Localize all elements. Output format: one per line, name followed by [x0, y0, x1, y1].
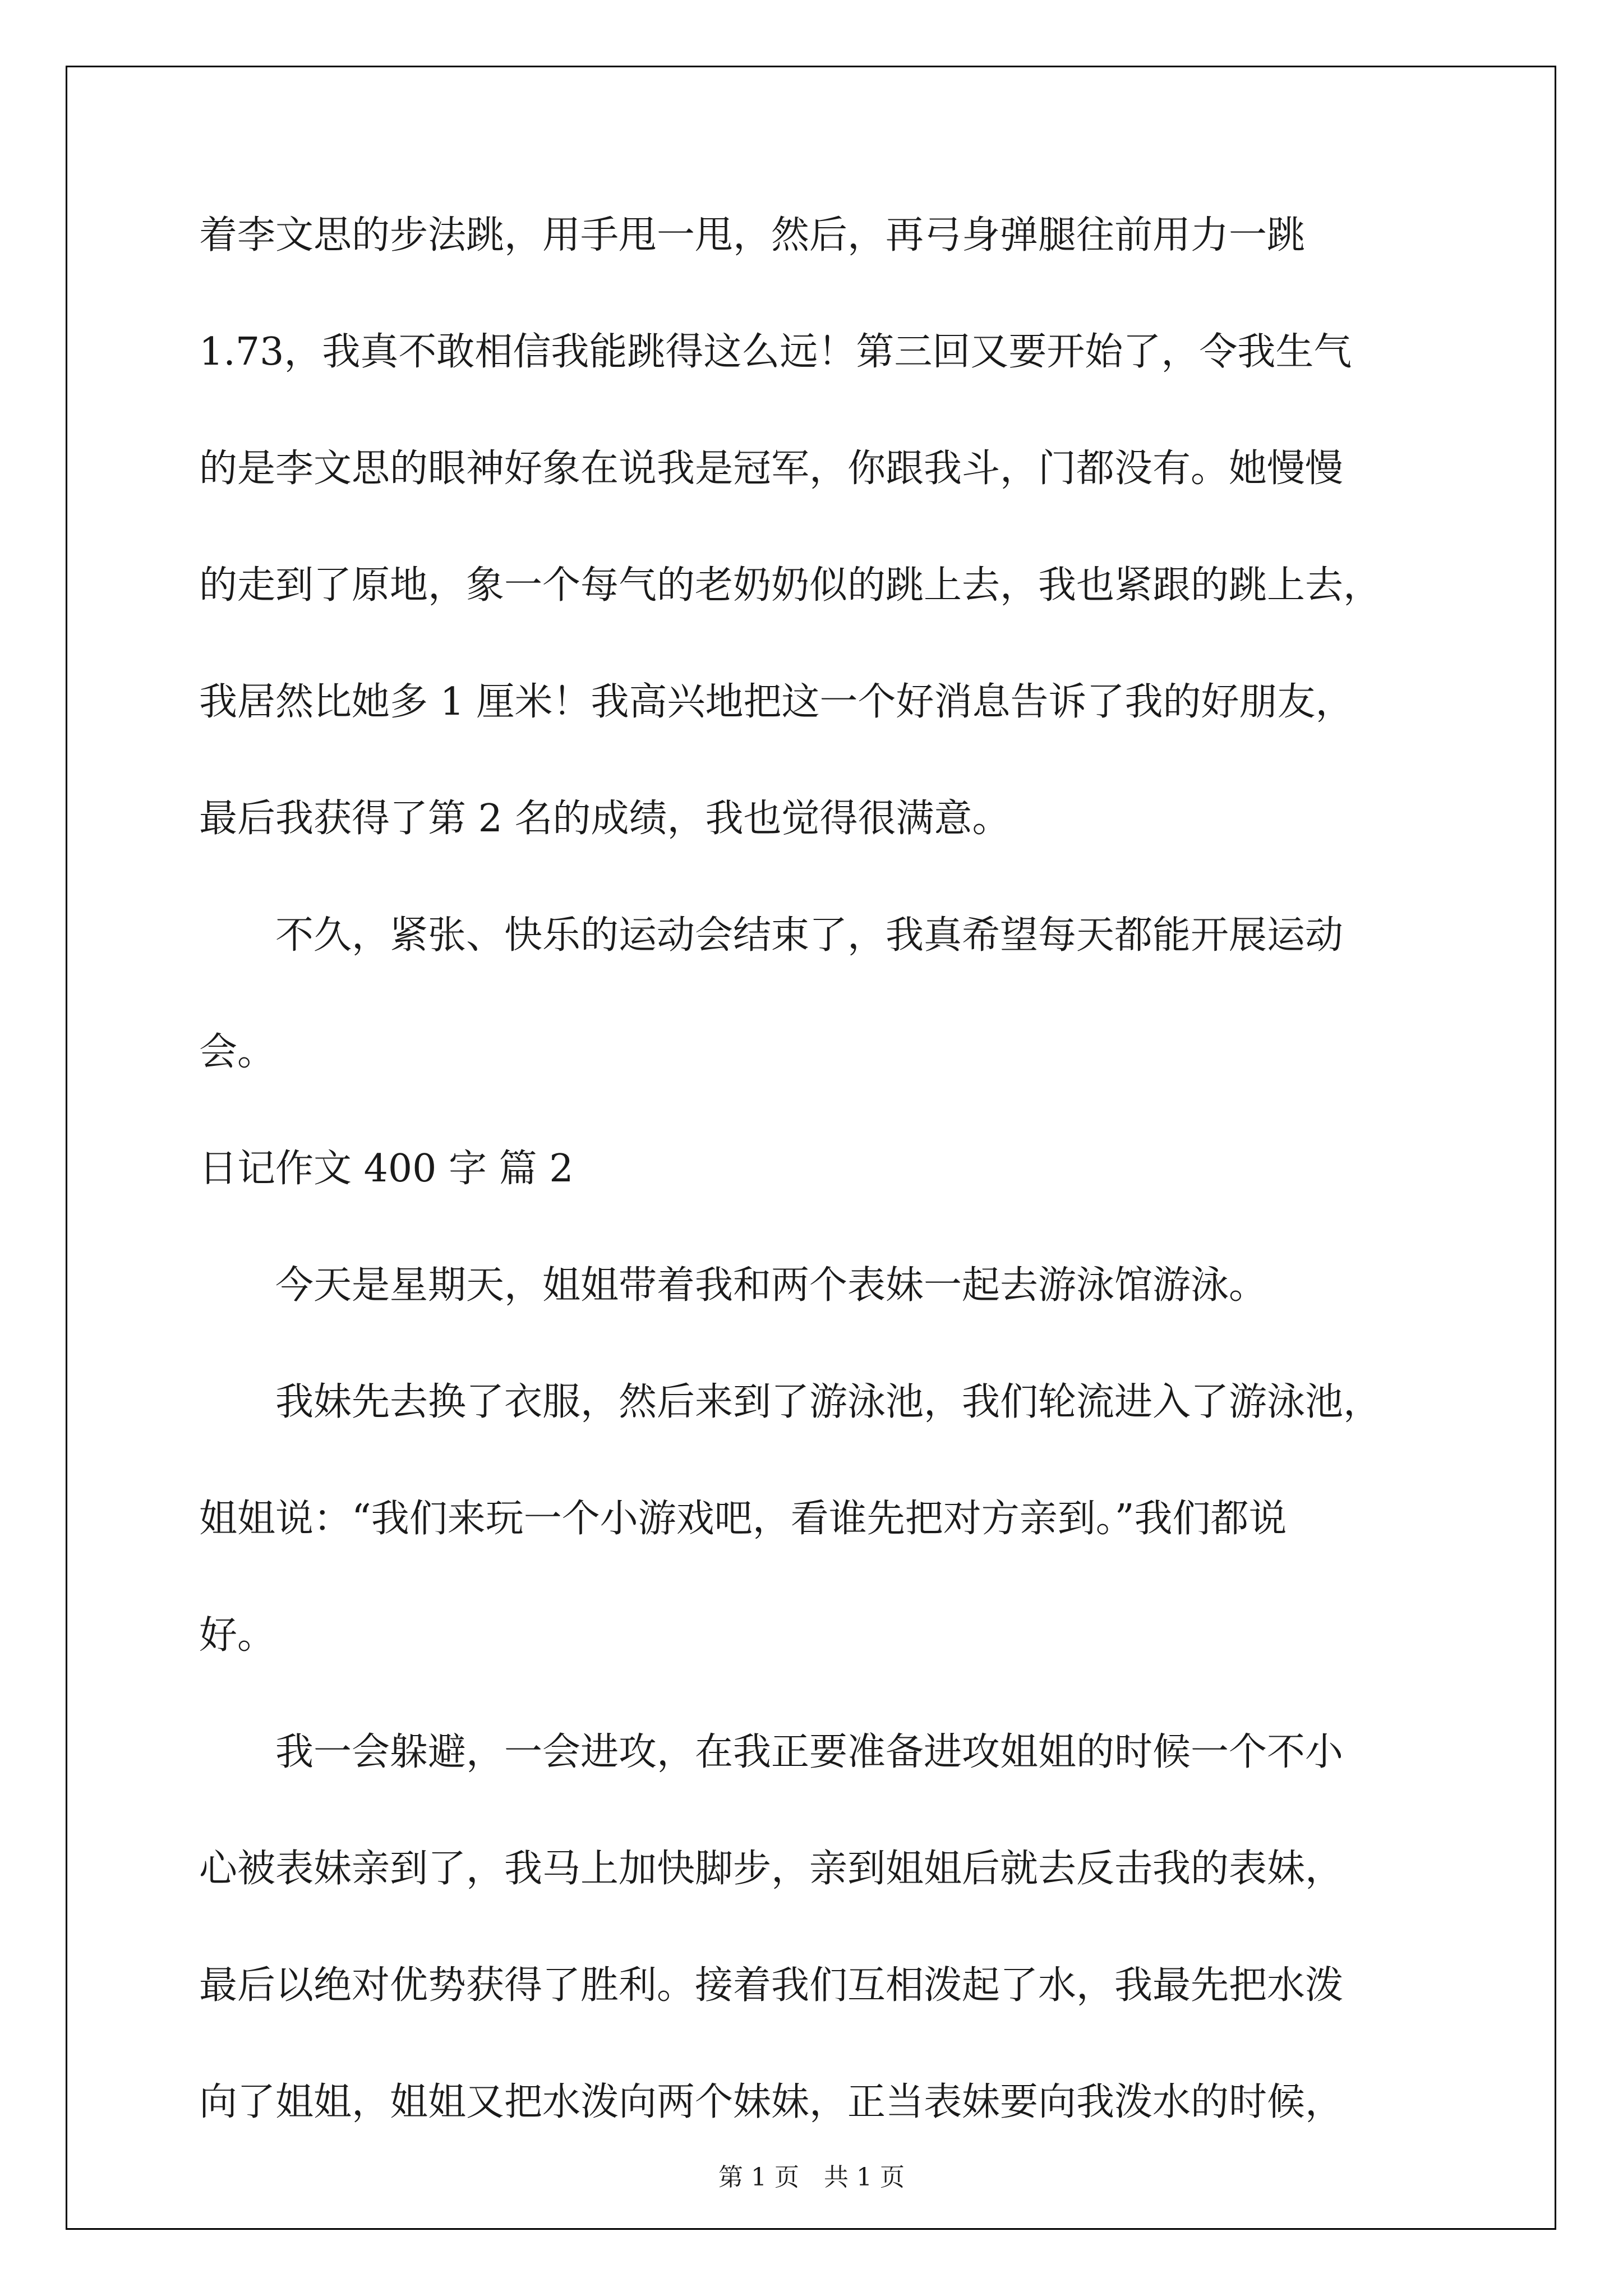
text-line: 我一会躲避，一会进攻，在我正要准备进攻姐姐的时候一个不小: [275, 1730, 1344, 1774]
page-footer: 第 1 页 共 1 页: [718, 2163, 905, 2192]
text-line: 我居然比她多 1 厘米！我高兴地把这一个好消息告诉了我的好朋友，: [199, 680, 1354, 724]
text-line: 姐姐说：“我们来玩一个小游戏吧，看谁先把对方亲到。”我们都说: [199, 1497, 1287, 1541]
text-line: 不久，紧张、快乐的运动会结束了，我真希望每天都能开展运动: [275, 913, 1344, 958]
text-line: 1.73，我真不敢相信我能跳得这么远！第三回又要开始了，令我生气: [199, 330, 1352, 374]
text-line: 心被表妹亲到了，我马上加快脚步，亲到姐姐后就去反击我的表妹，: [199, 1847, 1344, 1891]
text-line: 今天是星期天，姐姐带着我和两个表妹一起去游泳馆游泳。: [275, 1263, 1267, 1308]
text-line: 的是李文思的眼神好象在说我是冠军，你跟我斗，门都没有。她慢慢: [199, 447, 1344, 491]
text-line: 我妹先去换了衣服，然后来到了游泳池，我们轮流进入了游泳池，: [275, 1380, 1382, 1424]
text-line: 着李文思的步法跳，用手甩一甩，然后，再弓身弹腿往前用力一跳: [199, 213, 1306, 257]
text-line: 好。: [199, 1613, 276, 1658]
text-line: 最后我获得了第 2 名的成绩，我也觉得很满意。: [199, 797, 1011, 841]
section-heading: 日记作文 400 字 篇 2: [199, 1147, 574, 1191]
text-line: 的走到了原地，象一个每气的老奶奶似的跳上去，我也紧跟的跳上去，: [199, 563, 1382, 608]
text-line: 会。: [199, 1030, 276, 1074]
text-line: 向了姐姐，姐姐又把水泼向两个妹妹，正当表妹要向我泼水的时候，: [199, 2080, 1344, 2124]
text-line: 最后以绝对优势获得了胜利。接着我们互相泼起了水，我最先把水泼: [199, 1963, 1344, 2008]
